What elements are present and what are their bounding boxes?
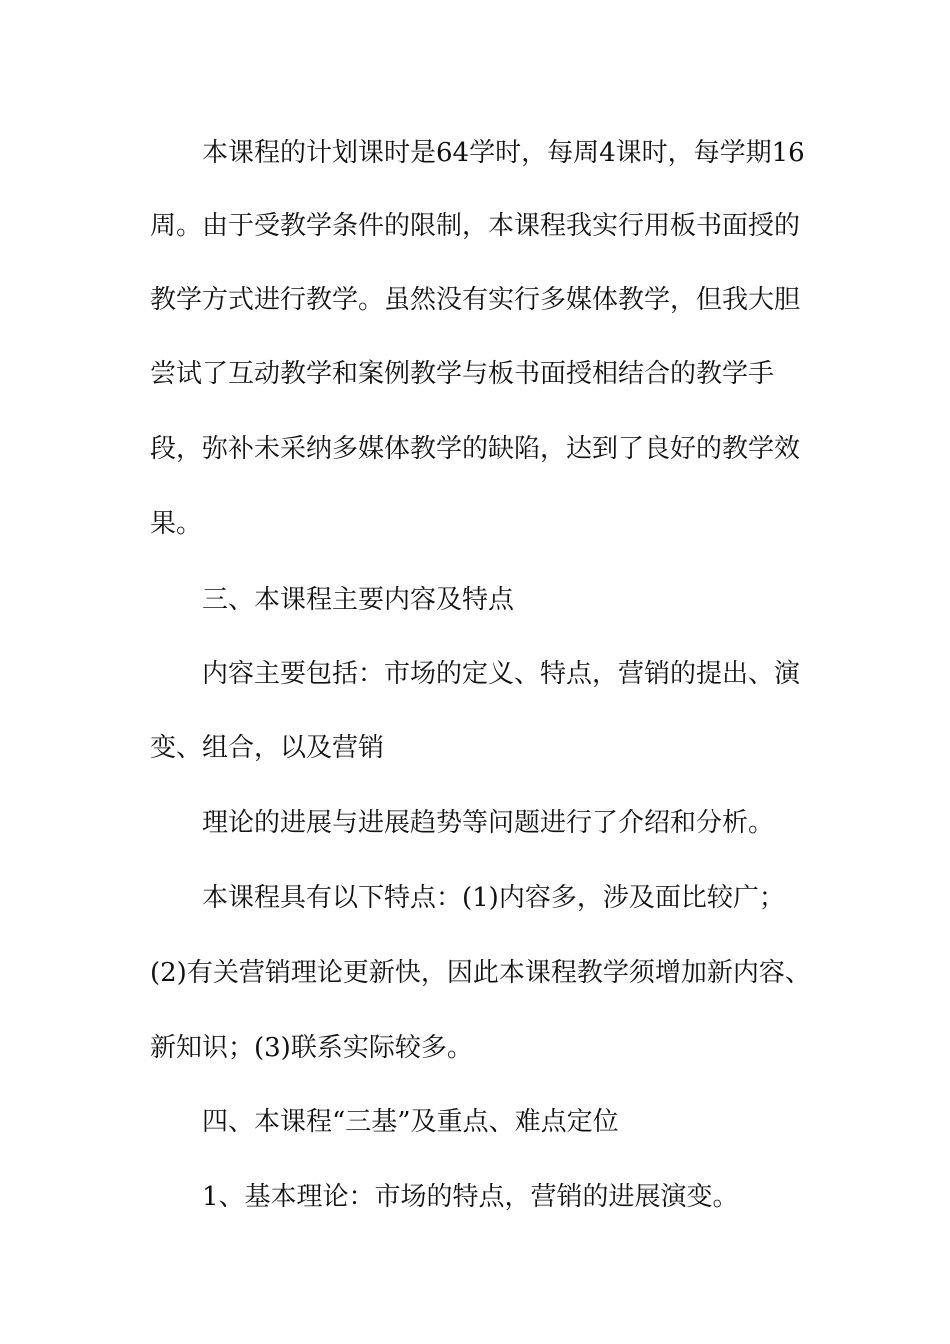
paragraph-line: 本课程具有以下特点：(1)内容多，涉及面比较广； bbox=[202, 883, 785, 913]
paragraph-line: 尝试了互动教学和案例教学与板书面授相结合的教学手 bbox=[150, 359, 775, 389]
paragraph-line: 新知识；(3)联系实际较多。 bbox=[150, 1033, 473, 1063]
paragraph-line: 理论的进展与进展趋势等问题进行了介绍和分析。 bbox=[202, 808, 775, 838]
paragraph-line: 果。 bbox=[150, 509, 203, 539]
paragraph-line: 内容主要包括：市场的定义、特点，营销的提出、演 bbox=[202, 659, 801, 689]
paragraph-line: 变、组合，以及营销 bbox=[150, 733, 385, 763]
section-heading: 四、本课程“三基”及重点、难点定位 bbox=[202, 1107, 619, 1137]
paragraph-line: (2)有关营销理论更新快，因此本课程教学须增加新内容、 bbox=[150, 958, 811, 988]
paragraph-line: 1、基本理论：市场的特点，营销的进展演变。 bbox=[202, 1182, 739, 1212]
paragraph-line: 周。由于受教学条件的限制，本课程我实行用板书面授的 bbox=[150, 211, 801, 241]
paragraph-line: 本课程的计划课时是64学时，每周4课时，每学期16 bbox=[202, 138, 805, 168]
section-heading: 三、本课程主要内容及特点 bbox=[202, 585, 515, 615]
paragraph-line: 段，弥补未采纳多媒体教学的缺陷，达到了良好的教学效 bbox=[150, 434, 801, 464]
paragraph-line: 教学方式进行教学。虽然没有实行多媒体教学，但我大胆 bbox=[150, 285, 801, 315]
